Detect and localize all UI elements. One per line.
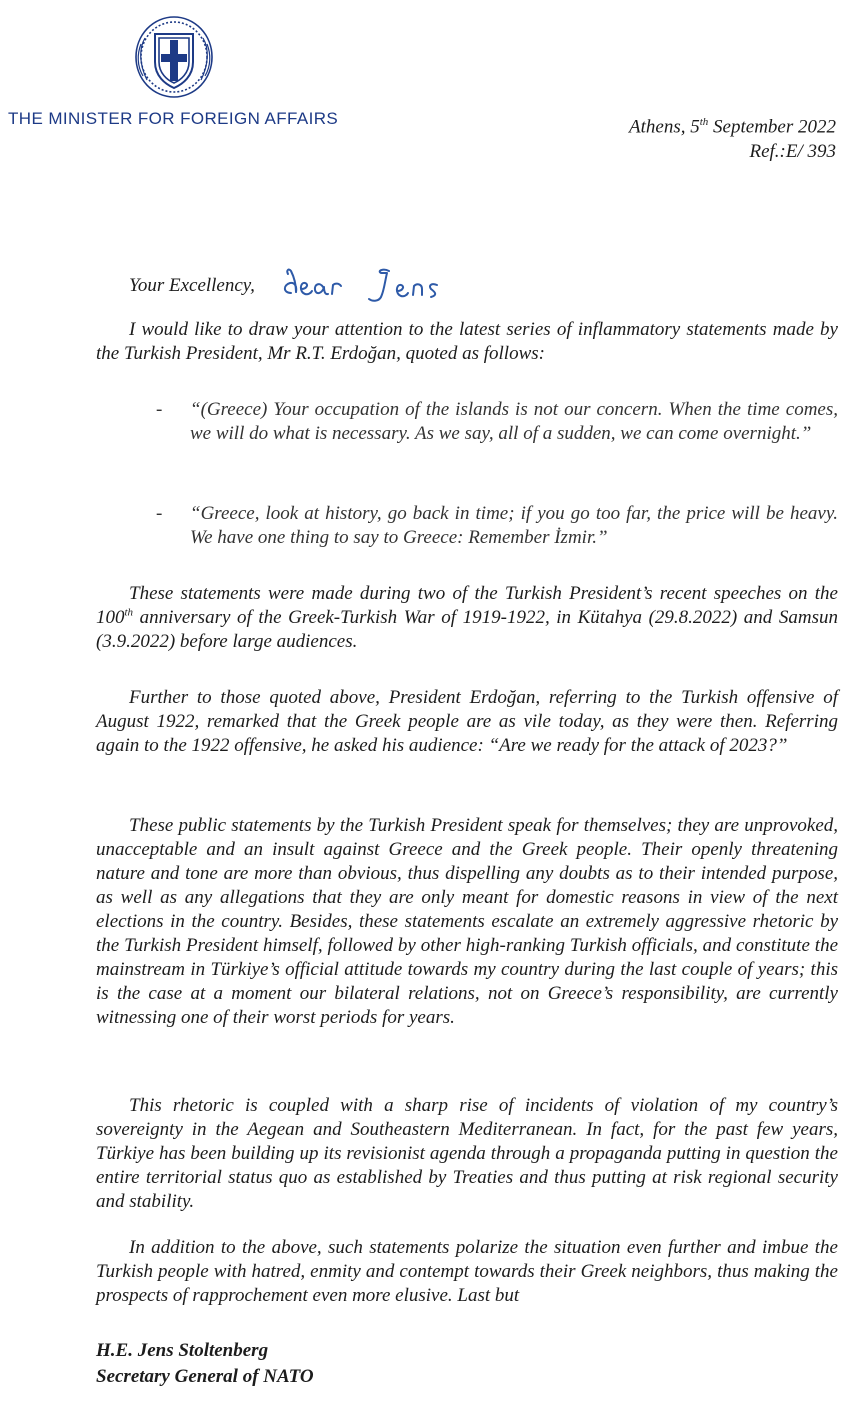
further-paragraph: Further to those quoted above, President Erdoğan, referring to the Turkish offensive of August 1922, remarked that the Greek people are as vile today, as they were then. Referring again to the 1922 offensive, he asked his audience: “Are we ready for the attack of 2023?” [96, 687, 838, 756]
dash-bullet: - [156, 503, 163, 524]
addressee-name: H.E. Jens Stoltenberg [96, 1340, 269, 1361]
salutation-greeting: Your Excellency, [129, 275, 255, 296]
public-statements-paragraph: These public statements by the Turkish President speak for themselves; they are unprovoked, unacceptable and an insult against Greece and the Greek people. Their openly threatening nature and tone are more than obvious, thus dispelling any doubts as to their intended purpose, as well as any allegations that they are only meant for domestic reasons in view of the next elections in the country. Besides, these statements escalate an extremely aggressive rhetoric by the Turkish President himself, followed by other high-ranking Turkish officials, and constitute the mainstream in Türkiye’s official attitude towards my country during the last couple of years; this is the case at a moment our bilateral relations, not on Greece’s responsibility, are currently witnessing one of their worst periods for years. [96, 815, 838, 1028]
quote-text: “(Greece) Your occupation of the islands is not our concern. When the time comes, we will do what is necessary. As we say, all of a sudden, we can come overnight.” [190, 399, 838, 444]
statements-paragraph: These statements were made during two of the Turkish President’s recent speeches on the 100th anniversary of the Greek-Turkish War of 1919-1922, in Kütahya (29.8.2022) and Samsun (3.9.2022) before large audiences. [96, 583, 838, 652]
reference-number: Ref.:E/ 393 [749, 141, 836, 163]
handwritten-dear-jens [277, 265, 477, 307]
greek-coat-of-arms-emblem [133, 14, 215, 100]
quote-item [158, 398, 838, 446]
letter-date: Athens, 5th September 2022 [629, 116, 836, 138]
addressee-block [96, 1338, 314, 1390]
rhetoric-paragraph: This rhetoric is coupled with a sharp rise of incidents of violation of my country’s sovereignty in the Aegean and Southeastern Mediterranean. In fact, for the past few years, Türkiye has been building up its revisionist agenda through a propaganda putting in question the entire territorial status quo as established by Treaties and thus putting at risk regional security and stability. [96, 1095, 838, 1212]
quote-item [158, 502, 838, 550]
addition-paragraph: In addition to the above, such statements polarize the situation even further and imbue the Turkish people with hatred, enmity and contempt towards their Greek neighbors, thus making the prospects of rapprochement even more elusive. Last but [96, 1237, 838, 1306]
addressee-title: Secretary General of NATO [96, 1366, 314, 1387]
intro-paragraph: I would like to draw your attention to the latest series of inflammatory statements made by the Turkish President, Mr R.T. Erdoğan, quoted as follows: [96, 319, 838, 364]
ministry-title: THE MINISTER FOR FOREIGN AFFAIRS [8, 109, 339, 128]
salutation [129, 265, 477, 307]
dash-bullet: - [156, 399, 163, 420]
quote-text: “Greece, look at history, go back in time; if you go too far, the price will be heavy. We have one thing to say to Greece: Remember İzmir.” [190, 503, 838, 548]
date-and-reference [629, 110, 836, 164]
